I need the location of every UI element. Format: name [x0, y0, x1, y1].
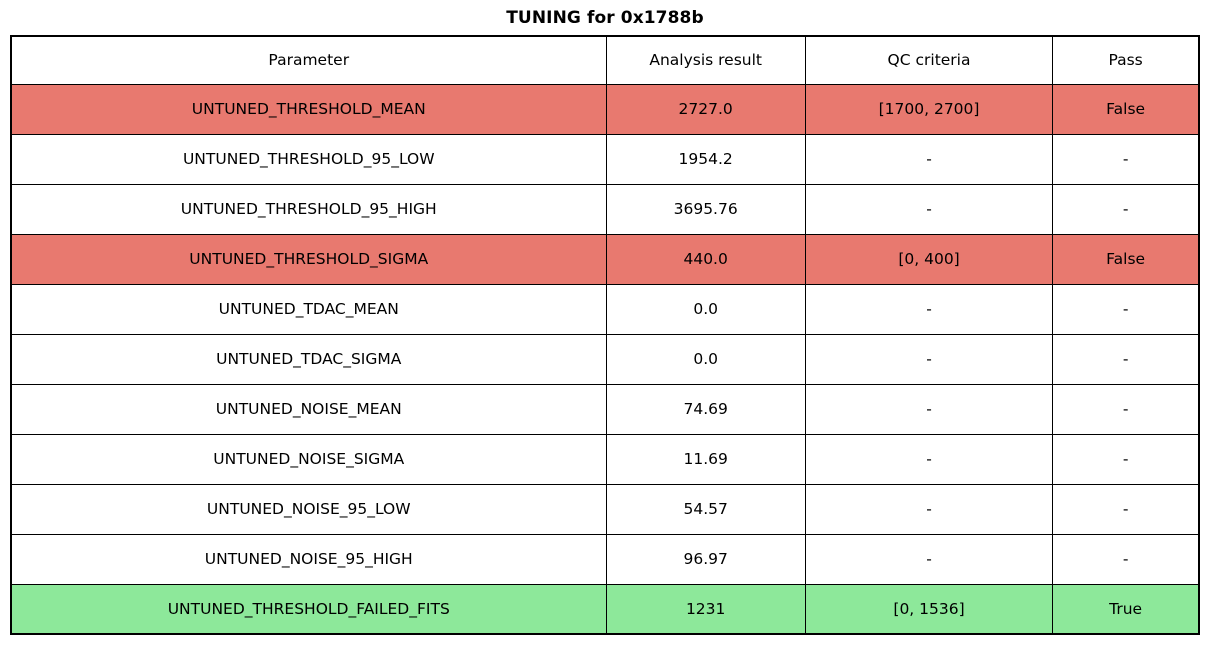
table-header-row	[11, 36, 1199, 84]
qc-table-container	[0, 35, 1210, 635]
cell-criteria: -	[805, 184, 1052, 234]
cell-parameter: UNTUNED_NOISE_95_LOW	[11, 484, 606, 534]
cell-pass: -	[1053, 184, 1199, 234]
table-row	[11, 434, 1199, 484]
cell-criteria: -	[805, 134, 1052, 184]
table-row	[11, 134, 1199, 184]
cell-result: 2727.0	[606, 84, 805, 134]
table-row	[11, 534, 1199, 584]
cell-parameter: UNTUNED_THRESHOLD_95_LOW	[11, 134, 606, 184]
cell-pass: -	[1053, 484, 1199, 534]
cell-criteria: -	[805, 534, 1052, 584]
qc-results-table	[10, 35, 1200, 635]
column-header-parameter: Parameter	[11, 36, 606, 84]
table-body	[11, 84, 1199, 634]
cell-pass: -	[1053, 384, 1199, 434]
table-row	[11, 234, 1199, 284]
cell-criteria: [0, 1536]	[805, 584, 1052, 634]
cell-result: 0.0	[606, 334, 805, 384]
cell-result: 54.57	[606, 484, 805, 534]
table-row	[11, 484, 1199, 534]
cell-parameter: UNTUNED_THRESHOLD_MEAN	[11, 84, 606, 134]
cell-result: 11.69	[606, 434, 805, 484]
cell-parameter: UNTUNED_TDAC_SIGMA	[11, 334, 606, 384]
cell-parameter: UNTUNED_TDAC_MEAN	[11, 284, 606, 334]
cell-result: 440.0	[606, 234, 805, 284]
cell-pass: -	[1053, 334, 1199, 384]
cell-result: 1231	[606, 584, 805, 634]
table-row	[11, 184, 1199, 234]
cell-result: 96.97	[606, 534, 805, 584]
table-row	[11, 384, 1199, 434]
cell-result: 0.0	[606, 284, 805, 334]
cell-pass: -	[1053, 534, 1199, 584]
table-row	[11, 334, 1199, 384]
cell-result: 1954.2	[606, 134, 805, 184]
table-row	[11, 84, 1199, 134]
cell-criteria: -	[805, 484, 1052, 534]
column-header-pass: Pass	[1053, 36, 1199, 84]
cell-result: 3695.76	[606, 184, 805, 234]
table-row	[11, 584, 1199, 634]
cell-parameter: UNTUNED_THRESHOLD_SIGMA	[11, 234, 606, 284]
cell-pass: -	[1053, 434, 1199, 484]
cell-criteria: -	[805, 384, 1052, 434]
cell-criteria: [1700, 2700]	[805, 84, 1052, 134]
cell-pass: True	[1053, 584, 1199, 634]
cell-criteria: -	[805, 434, 1052, 484]
cell-parameter: UNTUNED_NOISE_SIGMA	[11, 434, 606, 484]
cell-criteria: -	[805, 334, 1052, 384]
cell-pass: -	[1053, 284, 1199, 334]
cell-result: 74.69	[606, 384, 805, 434]
cell-pass: False	[1053, 84, 1199, 134]
column-header-qc-criteria: QC criteria	[805, 36, 1052, 84]
column-header-analysis-result: Analysis result	[606, 36, 805, 84]
page-title: TUNING for 0x1788b	[506, 8, 704, 28]
cell-parameter: UNTUNED_THRESHOLD_95_HIGH	[11, 184, 606, 234]
cell-pass: False	[1053, 234, 1199, 284]
cell-parameter: UNTUNED_THRESHOLD_FAILED_FITS	[11, 584, 606, 634]
cell-parameter: UNTUNED_NOISE_MEAN	[11, 384, 606, 434]
cell-pass: -	[1053, 134, 1199, 184]
cell-criteria: -	[805, 284, 1052, 334]
cell-criteria: [0, 400]	[805, 234, 1052, 284]
table-header	[11, 36, 1199, 84]
table-row	[11, 284, 1199, 334]
cell-parameter: UNTUNED_NOISE_95_HIGH	[11, 534, 606, 584]
